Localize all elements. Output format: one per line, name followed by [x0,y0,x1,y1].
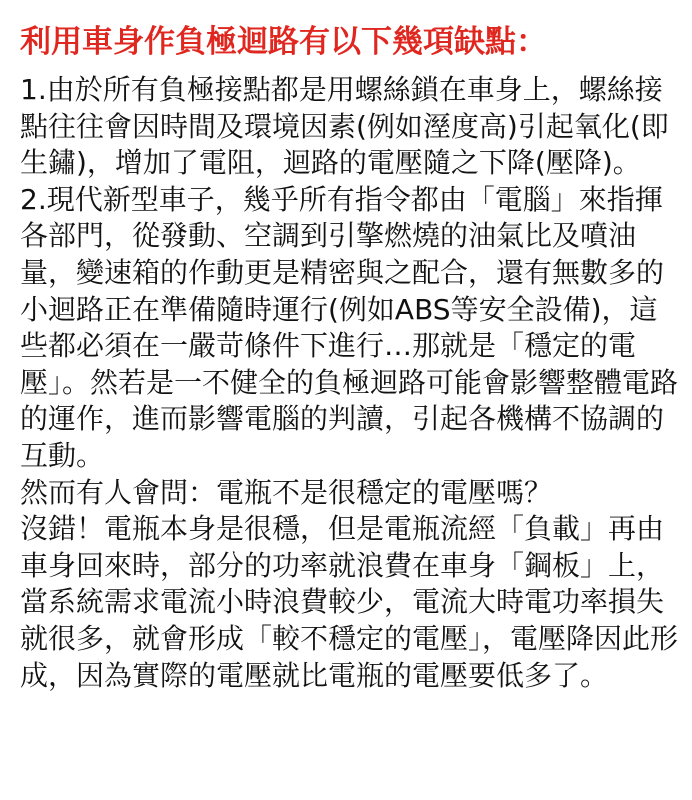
paragraph-answer: 沒錯！電瓶本身是很穩，但是電瓶流經「負載」再由車身回來時，部分的功率就浪費在車身「鋼板」上，當系統需求電流小時浪費較少，電流大時電功率損失就很多，就會形成「較不穩定的電壓」，電壓降因此形成，因為實際的電壓就比電瓶的電壓要低多了。 [20,512,679,692]
paragraph-oxidation: 1.由於所有負極接點都是用螺絲鎖在車身上，螺絲接點往往會因時間及環境因素(例如溼度高)引起氧化(即生鏽)，增加了電阻，迴路的電壓隨之下降(壓降)。 [20,73,669,180]
article-title: 利用車身作負極迴路有以下幾項缺點： [20,24,547,60]
article-body [20,72,680,694]
paragraph-computer-voltage: 2.現代新型車子，幾乎所有指令都由「電腦」來指揮各部門，從發動、空調到引擎燃燒的油氣比及噴油量，變速箱的作動更是精密與之配合，還有無數多的小迴路正在準備隨時運行(例如ABS等安全設備)，這些都必須在一嚴苛條件下進行…那就是「穩定的電壓」。然若是一不健全的負極迴路可能會影響整體電路的運作，進而影響電腦的判讀，引起各機構不協調的互動。 [20,182,679,472]
paragraph-question: 然而有人會問：電瓶不是很穩定的電壓嗎？ [20,475,553,509]
